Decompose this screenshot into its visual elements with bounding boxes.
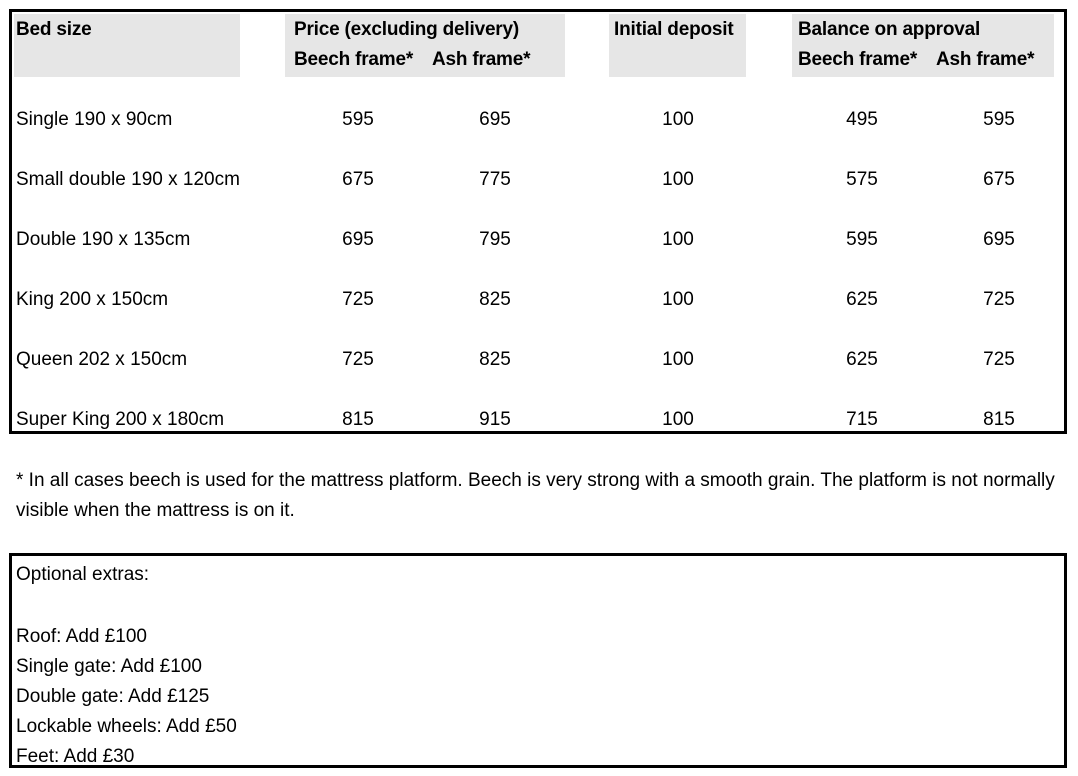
list-item: Double gate: Add £125 [16, 686, 210, 707]
list-item: Feet: Add £30 [16, 746, 135, 767]
table-cell-size: Queen 202 x 150cm [16, 349, 188, 370]
optional-extras-box [9, 553, 1067, 768]
header-balance-ash: Ash frame* [936, 49, 1035, 70]
list-item: Lockable wheels: Add £50 [16, 716, 237, 737]
header-bed-size: Bed size [16, 19, 92, 40]
list-item: Roof: Add £100 [16, 626, 147, 647]
table-cell-balance-ash: 725 [983, 349, 1015, 370]
table-cell-size: Single 190 x 90cm [16, 109, 173, 130]
price-table [9, 9, 1067, 434]
table-cell-price-ash: 825 [479, 289, 511, 310]
table-cell-deposit: 100 [662, 109, 694, 130]
header-price-beech: Beech frame* [294, 49, 414, 70]
extras-list [16, 622, 237, 772]
table-cell-price-ash: 775 [479, 169, 511, 190]
table-cell-balance-ash: 675 [983, 169, 1015, 190]
table-cell-balance-ash: 725 [983, 289, 1015, 310]
header-deposit: Initial deposit [614, 19, 734, 40]
extras-title: Optional extras: [16, 564, 150, 585]
header-price-ash: Ash frame* [432, 49, 531, 70]
table-cell-balance-beech: 625 [846, 289, 878, 310]
table-cell-balance-beech: 575 [846, 169, 878, 190]
list-item: Single gate: Add £100 [16, 656, 202, 677]
table-cell-balance-beech: 595 [846, 229, 878, 250]
table-cell-balance-ash: 815 [983, 409, 1015, 430]
table-cell-deposit: 100 [662, 229, 694, 250]
table-cell-deposit: 100 [662, 349, 694, 370]
table-cell-price-ash: 825 [479, 349, 511, 370]
table-cell-balance-beech: 625 [846, 349, 878, 370]
table-cell-deposit: 100 [662, 289, 694, 310]
header-balance-beech: Beech frame* [798, 49, 918, 70]
table-cell-price-beech: 725 [342, 289, 374, 310]
table-cell-balance-ash: 595 [983, 109, 1015, 130]
table-cell-price-beech: 675 [342, 169, 374, 190]
table-cell-price-beech: 815 [342, 409, 374, 430]
table-cell-price-ash: 695 [479, 109, 511, 130]
table-cell-size: Small double 190 x 120cm [16, 169, 240, 190]
table-cell-price-beech: 695 [342, 229, 374, 250]
table-cell-size: King 200 x 150cm [16, 289, 169, 310]
table-cell-deposit: 100 [662, 169, 694, 190]
header-balance: Balance on approval [798, 19, 981, 40]
table-cell-price-beech: 595 [342, 109, 374, 130]
table-cell-balance-beech: 715 [846, 409, 878, 430]
table-cell-balance-ash: 695 [983, 229, 1015, 250]
table-cell-price-ash: 795 [479, 229, 511, 250]
table-cell-size: Super King 200 x 180cm [16, 409, 225, 430]
table-cell-deposit: 100 [662, 409, 694, 430]
table-cell-size: Double 190 x 135cm [16, 229, 191, 250]
table-cell-price-beech: 725 [342, 349, 374, 370]
footnote: * In all cases beech is used for the mattress platform. Beech is very strong with a smooth grain. The platform is not normally visible when the mattress is on it. [16, 470, 1055, 521]
table-cell-price-ash: 915 [479, 409, 511, 430]
table-cell-balance-beech: 495 [846, 109, 878, 130]
header-price: Price (excluding delivery) [294, 19, 519, 40]
